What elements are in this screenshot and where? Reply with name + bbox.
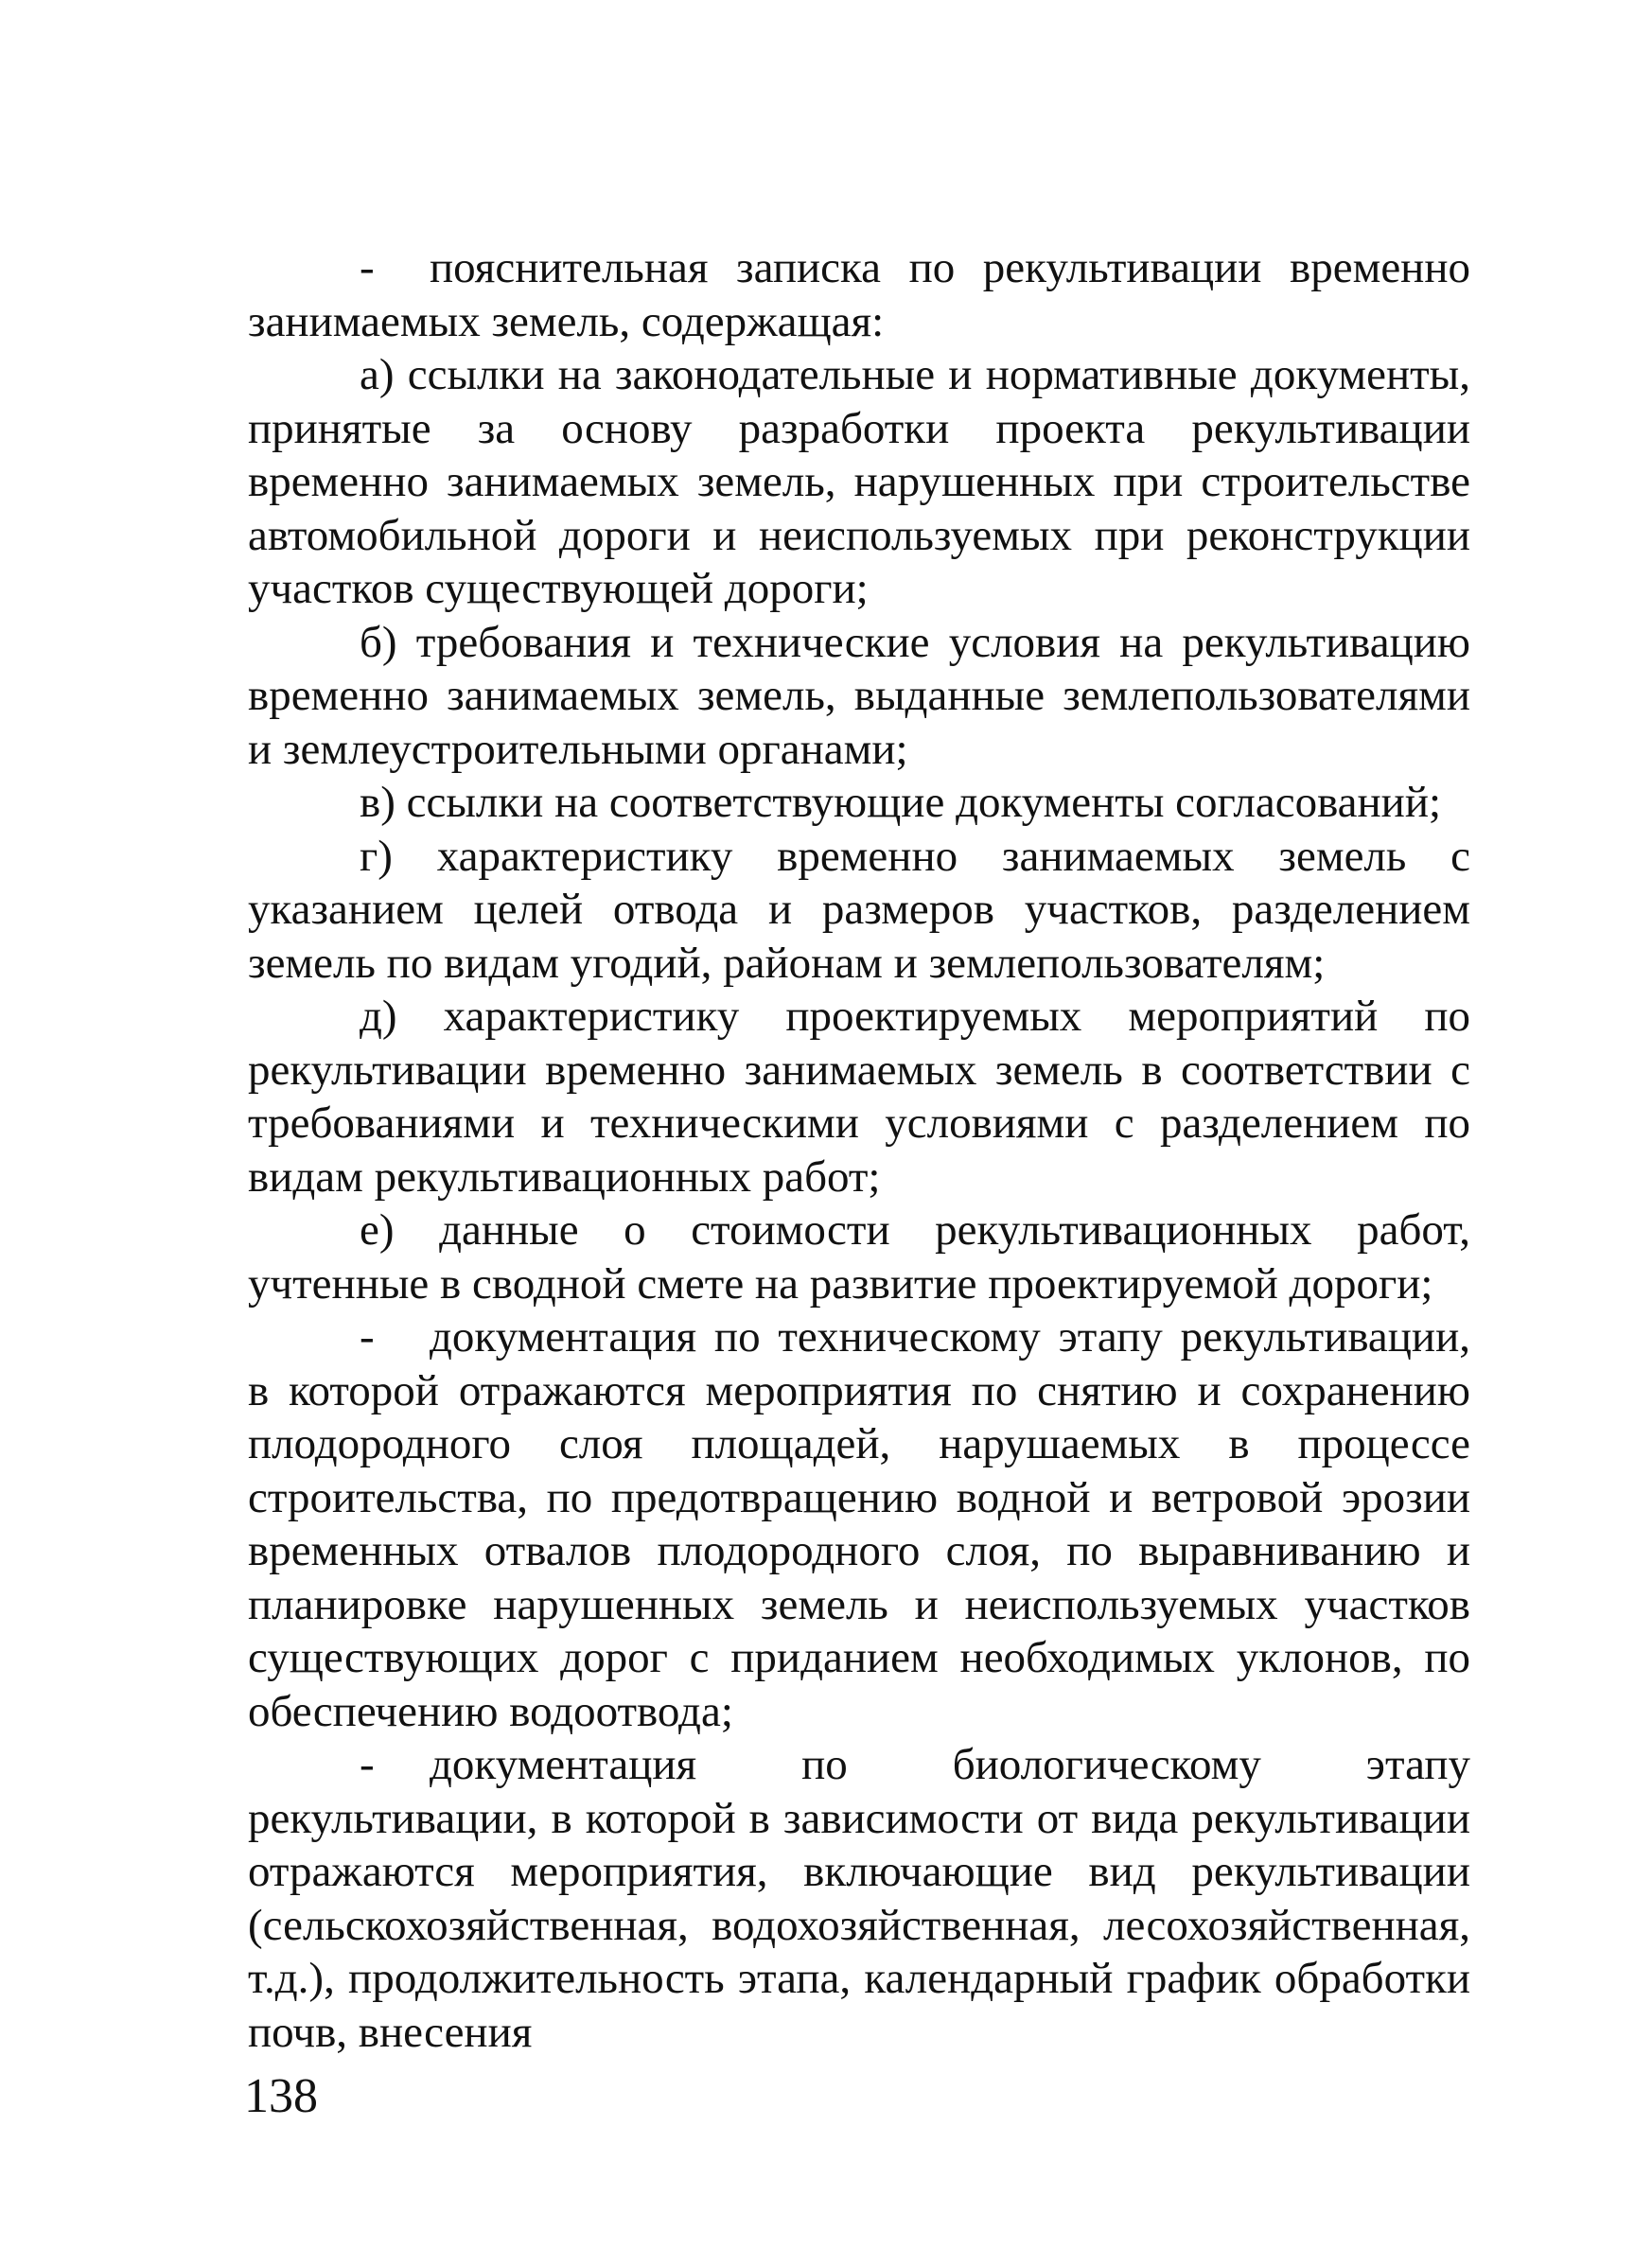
paragraph-text: документация по техническому этапу рекультивации, в которой отражаются мероприятия по снятию и сохранению плодородного слоя площадей, нарушаемых в процессе строительства, по предотвращению водной и ветровой эрозии временных отвалов плодородного слоя, по выравниванию и планировке нарушенных земель и неиспользуемых участков существующих дорог с приданием необходимых уклонов, по обеспечению водоотвода; — [248, 1312, 1470, 1736]
paragraph-text: документация по биологическому этапу рекультивации, в которой в зависимости от вида рекультивации отражаются мероприятия, включающие вид рекультивации (сельскохозяйственная, водохозяйственная, лесохозяйственная, т.д.), продолжительность этапа, календарный график обработки почв, внесения — [248, 1740, 1470, 2057]
paragraph-text: е) данные о стоимости рекультивационных работ, учтенные в сводной смете на развитие проектируемой дороги; — [248, 1205, 1470, 1309]
paragraph-text: в) ссылки на соответствующие документы согласований; — [360, 778, 1442, 827]
paragraph-biological-stage — [248, 1738, 1470, 2059]
paragraph-text: а) ссылки на законодательные и нормативные документы, принятые за основу разработки проекта рекультивации временно занимаемых земель, нарушенных при строительстве автомобильной дороги и неиспользуемых при реконструкции участков существующей дороги; — [248, 350, 1470, 613]
page-body — [248, 241, 1470, 2059]
paragraph-text: пояснительная записка по рекультивации временно занимаемых земель, содержащая: — [248, 243, 1470, 346]
paragraph-item-d — [248, 990, 1470, 1204]
paragraph-explanatory-note — [248, 241, 1470, 348]
paragraph-item-g — [248, 830, 1470, 991]
paragraph-text: г) характеристику временно занимаемых земель с указанием целей отвода и размеров участков, разделением земель по видам угодий, районам и землепользователям; — [248, 831, 1470, 988]
page-number: 138 — [244, 2069, 318, 2123]
paragraph-item-b — [248, 616, 1470, 777]
paragraph-text: д) характеристику проектируемых мероприятий по рекультивации временно занимаемых земель в соответствии с требованиями и техническими условиями с разделением по видам рекультивационных работ; — [248, 992, 1470, 1202]
paragraph-text: б) требования и технические условия на рекультивацию временно занимаемых земель, выданные землепользователями и землеустроительными органами; — [248, 617, 1470, 774]
list-dash: - — [360, 1312, 375, 1362]
paragraph-technical-stage — [248, 1310, 1470, 1738]
list-dash: - — [360, 1740, 375, 1789]
list-dash: - — [360, 243, 375, 292]
paragraph-item-a — [248, 348, 1470, 616]
paragraph-item-e — [248, 1204, 1470, 1310]
paragraph-item-v — [248, 776, 1470, 830]
